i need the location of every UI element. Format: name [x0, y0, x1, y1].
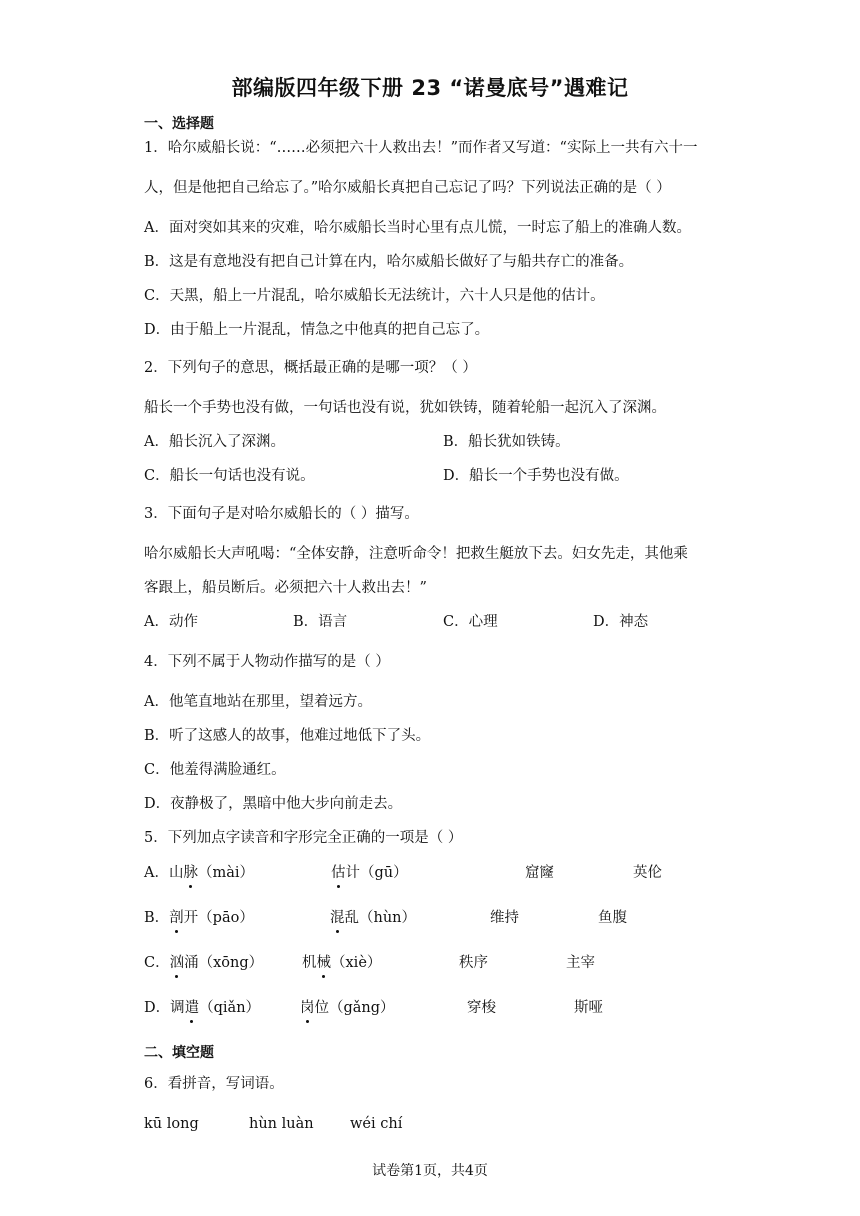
q3-sentence-line2: 客跟上，船员断后。必须把六十人救出去！”: [144, 580, 427, 596]
section-heading-choice: 一、选择题: [144, 116, 214, 132]
q2-option-c: C．船长一句话也没有说。: [144, 468, 315, 484]
q5-option-c-word3: 秩序: [459, 955, 488, 971]
q2-option-a: A．船长沉入了深渊。: [144, 434, 285, 450]
q2-sentence: 船长一个手势也没有做，一句话也没有说，犹如铁铸，随着轮船一起沉入了深渊。: [144, 400, 666, 416]
q5-option-b-word1: B．剖开（pāo）: [144, 910, 254, 926]
q5-option-d-word4: 斯哑: [574, 1000, 603, 1016]
q1-option-b: B．这是有意地没有把自己计算在内，哈尔威船长做好了与船共存亡的准备。: [144, 254, 634, 270]
q4-option-c: C．他羞得满脸通红。: [144, 762, 286, 778]
q5-stem: 5．下列加点字读音和字形完全正确的一项是（ ）: [144, 830, 463, 846]
q4-stem: 4．下列不属于人物动作描写的是（ ）: [144, 654, 390, 670]
q1-option-d: D．由于船上一片混乱，情急之中他真的把自己忘了。: [144, 322, 490, 338]
q2-option-b: B．船长犹如铁铸。: [443, 434, 570, 450]
q3-option-c: C．心理: [443, 614, 498, 630]
q6-pinyin-1: kū long: [144, 1116, 199, 1132]
q5-option-a-word3: 窟窿: [525, 865, 554, 881]
q3-option-b: B．语言: [293, 614, 348, 630]
page-title: 部编版四年级下册 23 “诺曼底号”遇难记: [231, 76, 629, 100]
q5-option-a-word2: 估计（gū）: [331, 865, 408, 881]
q6-pinyin-2: hùn luàn: [249, 1116, 314, 1132]
q5-option-b-word4: 鱼腹: [598, 910, 627, 926]
q5-option-c-word2: 机械（xiè）: [302, 955, 382, 971]
q5-option-d-word3: 穿梭: [467, 1000, 496, 1016]
q5-option-c-word1: C．汹涌（xōng）: [144, 955, 264, 971]
page-footer: 试卷第1页，共4页: [372, 1163, 488, 1179]
q3-option-a: A．动作: [144, 614, 198, 630]
q6-stem: 6．看拼音，写词语。: [144, 1076, 284, 1092]
q2-option-d: D．船长一个手势也没有做。: [443, 468, 629, 484]
q4-option-b: B．听了这感人的故事，他难过地低下了头。: [144, 728, 431, 744]
q3-sentence-line1: 哈尔威船长大声吼喝：“全体安静，注意听命令！把救生艇放下去。妇女先走，其他乘: [144, 546, 688, 562]
q4-option-d: D．夜静极了，黑暗中他大步向前走去。: [144, 796, 403, 812]
q3-option-d: D．神态: [593, 614, 649, 630]
q1-stem-line1: 1．哈尔威船长说：“……必须把六十人救出去！”而作者又写道：“实际上一共有六十一: [144, 140, 698, 156]
q5-option-a-word1: A．山脉（mài）: [144, 865, 255, 881]
q5-option-c-word4: 主宰: [566, 955, 595, 971]
q1-option-c: C．天黑，船上一片混乱，哈尔威船长无法统计，六十人只是他的估计。: [144, 288, 605, 304]
q5-option-a-word4: 英伦: [633, 865, 662, 881]
q1-option-a: A．面对突如其来的灾难，哈尔威船长当时心里有点儿慌，一时忘了船上的准确人数。: [144, 220, 691, 236]
q4-option-a: A．他笔直地站在那里，望着远方。: [144, 694, 372, 710]
q5-option-b-word2: 混乱（hùn）: [330, 910, 417, 926]
q5-option-d-word1: D．调遣（qiǎn）: [144, 1000, 261, 1016]
q5-option-d-word2: 岗位（gǎng）: [300, 1000, 395, 1016]
section-heading-fill: 二、填空题: [144, 1045, 214, 1061]
q1-stem-line2: 人，但是他把自己给忘了。”哈尔威船长真把自己忘记了吗？下列说法正确的是（ ）: [144, 180, 671, 196]
q5-option-b-word3: 维持: [490, 910, 519, 926]
q3-stem: 3．下面句子是对哈尔威船长的（ ）描写。: [144, 506, 419, 522]
q2-stem: 2．下列句子的意思，概括最正确的是哪一项？（ ）: [144, 360, 477, 376]
q6-pinyin-3: wéi chí: [350, 1116, 403, 1132]
